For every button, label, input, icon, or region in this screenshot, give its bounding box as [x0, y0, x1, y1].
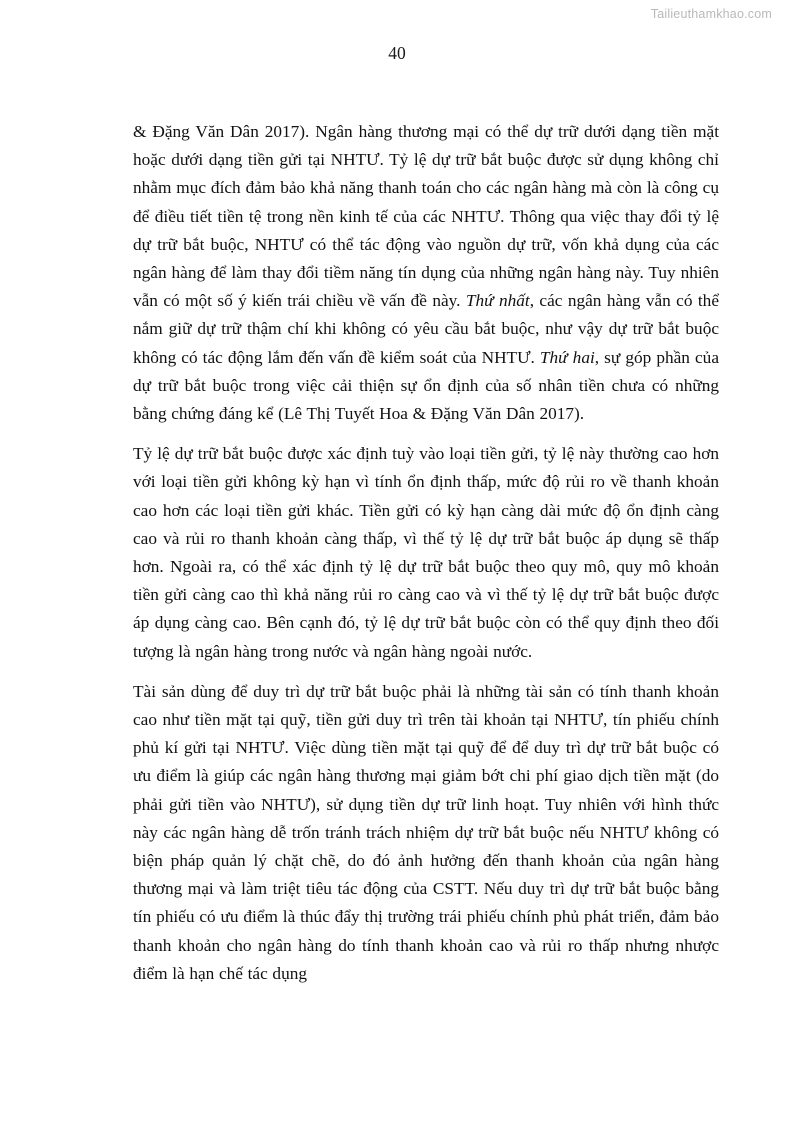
site-watermark: Tailieuthamkhao.com [650, 7, 772, 21]
body-paragraph: & Đặng Văn Dân 2017). Ngân hàng thương mại có thể dự trữ dưới dạng tiền mặt hoặc dưới dạng tiền gửi tại NHTƯ. Tỷ lệ dự trữ bắt buộc được sử dụng không chỉ nhằm mục đích đảm bảo khả năng thanh toán cho các ngân hàng mà còn là công cụ để điều tiết tiền tệ trong nền kinh tế của các NHTƯ. Thông qua việc thay đổi tỷ lệ dự trữ bắt buộc, NHTƯ có thể tác động vào nguồn dự trữ, vốn khả dụng của các ngân hàng để làm thay đổi tiềm năng tín dụng của những ngân hàng này. Tuy nhiên vẫn có một số ý kiến trái chiều về vấn đề này. Thứ nhất, các ngân hàng vẫn có thể nắm giữ dự trữ thậm chí khi không có yêu cầu bắt buộc, như vậy dự trữ bắt buộc không có tác động lắm đến vấn đề kiểm soát của NHTƯ. Thứ hai, sự góp phần của dự trữ bắt buộc trong việc cải thiện sự ổn định của số nhân tiền chưa có những bằng chứng đáng kể (Lê Thị Tuyết Hoa & Đặng Văn Dân 2017). [133, 122, 719, 424]
emphasis-text: Thứ hai [539, 347, 595, 367]
emphasis-text: Thứ nhất [465, 291, 530, 311]
page-number: 40 [388, 43, 406, 63]
body-paragraph: Tài sản dùng để duy trì dự trữ bắt buộc phải là những tài sản có tính thanh khoản cao như tiền mặt tại quỹ, tiền gửi duy trì trên tài khoản tại NHTƯ, tín phiếu chính phủ kí gửi tại NHTƯ. Việc dùng tiền mặt tại quỹ để để duy trì dự trữ bắt buộc có ưu điểm là giúp các ngân hàng thương mại giảm bớt chi phí giao dịch tiền mặt (do phải gửi tiền vào NHTƯ), sử dụng tiền dự trữ linh hoạt. Tuy nhiên với hình thức này các ngân hàng dễ trốn tránh trách nhiệm dự trữ bắt buộc nếu NHTƯ không có biện pháp quản lý chặt chẽ, do đó ảnh hưởng đến thanh khoản của ngân hàng thương mại và làm triệt tiêu tác động của CSTT. Nếu duy trì dự trữ bắt buộc bằng tín phiếu có ưu điểm là thúc đẩy thị trường trái phiếu chính phủ phát triển, đảm bảo thanh khoản cho ngân hàng do tính thanh khoản cao và rủi ro thấp nhưng nhược điểm là hạn chế tác dụng [133, 681, 719, 983]
body-paragraph: Tỷ lệ dự trữ bắt buộc được xác định tuỳ vào loại tiền gửi, tỷ lệ này thường cao hơn với loại tiền gửi không kỳ hạn vì tính ổn định thấp, mức độ rủi ro về thanh khoản cao hơn các loại tiền gửi khác. Tiền gửi có kỳ hạn càng dài mức độ ổn định càng cao và rủi ro thanh khoản càng thấp, vì thế tỷ lệ dự trữ bắt buộc áp dụng sẽ thấp hơn. Ngoài ra, có thể xác định tỷ lệ dự trữ bắt buộc theo quy mô, quy mô khoản tiền gửi càng cao thì khả năng rủi ro càng cao và vì thế tỷ lệ dự trữ bắt buộc được áp dụng càng cao. Bên cạnh đó, tỷ lệ dự trữ bắt buộc còn có thể quy định theo đối tượng là ngân hàng trong nước và ngân hàng ngoài nước. [133, 444, 719, 661]
page-body-text [133, 118, 719, 988]
